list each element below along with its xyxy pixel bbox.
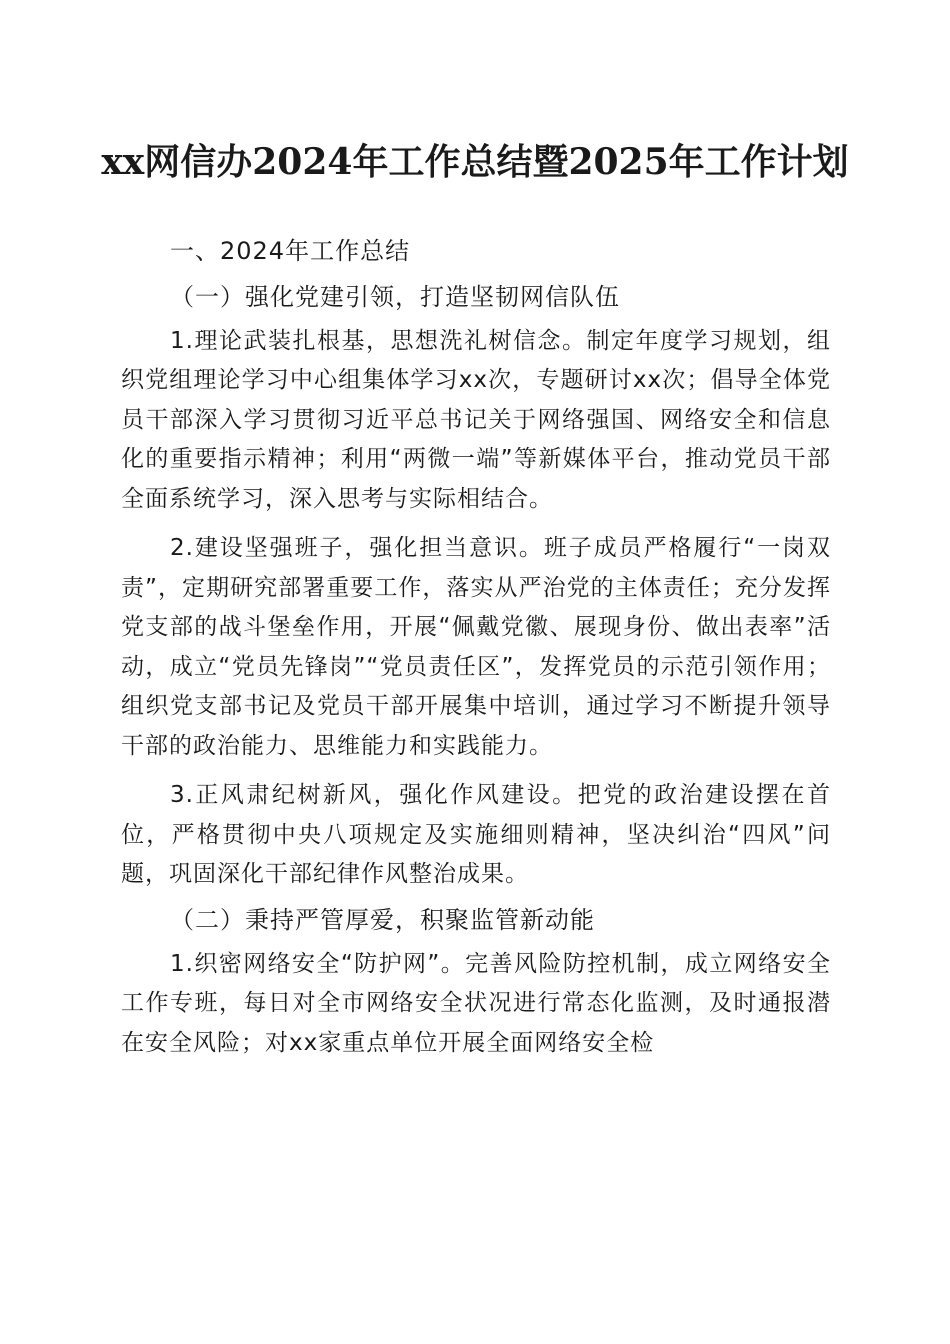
document-body: [121, 232, 831, 1063]
section-heading-summary: 一、2024年工作总结: [170, 237, 411, 265]
paragraph-theory-study: 1.理论武装扎根基，思想洗礼树信念。制定年度学习规划，组织党组理论学习中心组集体学习xx次，专题研讨xx次；倡导全体党员干部深入学习贯彻习近平总书记关于网络强国、网络安全和信息化的重要指示精神；利用“两微一端”等新媒体平台，推动党员干部全面系统学习，深入思考与实际相结合。: [121, 327, 831, 512]
document-title: xx网信办2024年工作总结暨2025年工作计划: [101, 141, 849, 183]
paragraph-leadership-team: 2.建设坚强班子，强化担当意识。班子成员严格履行“一岗双责”，定期研究部署重要工作，落实从严治党的主体责任；充分发挥党支部的战斗堡垒作用，开展“佩戴党徽、展现身份、做出表率”活动，成立“党员先锋岗”“党员责任区”，发挥党员的示范引领作用；组织党支部书记及党员干部开展集中培训，通过学习不断提升领导干部的政治能力、思维能力和实践能力。: [121, 535, 831, 759]
paragraph-discipline: 3.正风肃纪树新风，强化作风建设。把党的政治建设摆在首位，严格贯彻中央八项规定及实施细则精神，坚决纠治“四风”问题，巩固深化干部纪律作风整治成果。: [121, 782, 831, 887]
subsection-heading-party-building: （一）强化党建引领，打造坚韧网信队伍: [170, 282, 620, 311]
subsection-heading-supervision: （二）秉持严管厚爱，积聚监管新动能: [170, 905, 595, 934]
paragraph-network-security: 1.织密网络安全“防护网”。完善风险防控机制，成立网络安全工作专班，每日对全市网络安全状况进行常态化监测，及时通报潜在安全风险；对xx家重点单位开展全面网络安全检: [121, 950, 831, 1056]
